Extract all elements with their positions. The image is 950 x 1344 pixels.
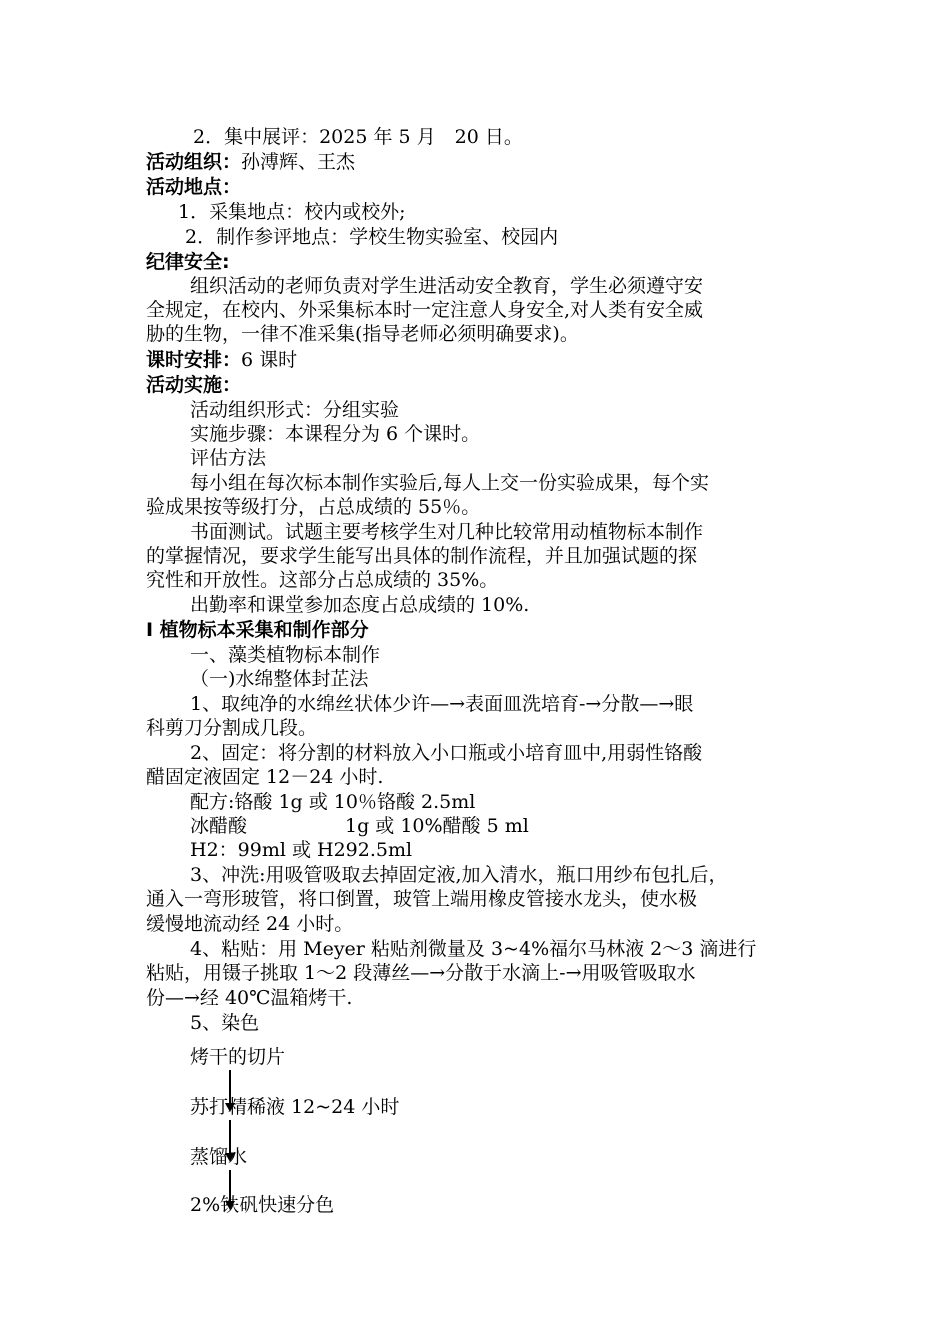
flow-step: 2%铁矾快速分色 [190, 1194, 335, 1216]
text-line: 组织活动的老师负责对学生进活动安全教育，学生必须遵守安 [190, 275, 704, 297]
text-line: 1、取纯净的水绵丝状体少许—→表面皿洗培育-→分散—→眼 [190, 693, 694, 715]
text-line: 书面测试。试题主要考核学生对几种比较常用动植物标本制作 [190, 521, 704, 543]
flow-step: 蒸馏水 [190, 1146, 248, 1168]
text-line: 科剪刀分割成几段。 [146, 717, 318, 739]
text-line: 2、固定：将分割的材料放入小口瓶或小培育皿中,用弱性铬酸 [190, 742, 703, 764]
text-line: 每小组在每次标本制作实验后,每人上交一份实验成果，每个实 [190, 472, 710, 494]
text-line: 实施步骤：本课程分为 6 个课时。 [190, 423, 481, 445]
text-line: 活动组织形式：分组实验 [190, 399, 400, 421]
text-line: 份—→经 40℃温箱烤干. [146, 987, 353, 1009]
text-line: 4、粘贴：用 Meyer 粘贴剂微量及 3~4%福尔马林液 2～3 滴进行 [190, 938, 757, 960]
section-label: 活动地点： [146, 176, 242, 198]
text-line: 1g 或 10%醋酸 5 ml [345, 815, 529, 837]
text-line: 出勤率和课堂参加态度占总成绩的 10%. [190, 594, 530, 616]
text-line: 评估方法 [190, 447, 267, 469]
text-line: 的掌握情况，要求学生能写出具体的制作流程，并且加强试题的探 [146, 545, 698, 567]
text-line: 1．采集地点：校内或校外; [178, 201, 406, 223]
text-line: 胁的生物，一律不准采集(指导老师必须明确要求)。 [146, 323, 579, 345]
text-line [146, 150, 355, 174]
text-line: H2：99ml 或 H292.5ml [190, 839, 413, 861]
section-label: 活动组织： [146, 151, 242, 173]
text-line: 5、染色 [190, 1012, 260, 1034]
section-value: 孙溥辉、王杰 [241, 151, 356, 173]
flow-step: 烤干的切片 [190, 1046, 286, 1068]
text-line: 全规定，在校内、外采集标本时一定注意人身安全,对人类有安全威 [146, 299, 704, 321]
text-line: 验成果按等级打分，占总成绩的 55％。 [146, 496, 481, 518]
section-label: 纪律安全: [146, 251, 230, 273]
text-line: 醋固定液固定 12－24 小时. [146, 766, 384, 788]
text-line: 2．集中展评：2025 年 5 月 20 日。 [193, 126, 523, 148]
section-value: 6 课时 [241, 349, 298, 371]
text-line: 2．制作参评地点：学校生物实验室、校园内 [185, 226, 559, 248]
text-line: 配方:铬酸 1g 或 10％铬酸 2.5ml [190, 791, 476, 813]
text-line: 缓慢地流动经 24 小时。 [146, 913, 354, 935]
text-line: 粘贴，用镊子挑取 1～2 段薄丝—→分散于水滴上-→用吸管吸取水 [146, 962, 696, 984]
text-line: 通入一弯形玻管，将口倒置，玻管上端用橡皮管接水龙头，使水极 [146, 888, 698, 910]
text-line: （一)水绵整体封芷法 [190, 668, 369, 690]
section-label: 课时安排： [146, 349, 242, 371]
flow-step: 苏打精稀液 12~24 小时 [190, 1096, 400, 1118]
part-heading: I 植物标本采集和制作部分 [146, 619, 369, 641]
text-line: 3、冲洗:用吸管吸取去掉固定液,加入清水，瓶口用纱布包扎后， [190, 864, 728, 886]
text-line: 冰醋酸 [190, 815, 248, 837]
section-label: 活动实施： [146, 374, 242, 396]
text-line: 究性和开放性。这部分占总成绩的 35%。 [146, 569, 499, 591]
text-line [146, 348, 297, 372]
text-line: 一、藻类植物标本制作 [190, 644, 381, 666]
